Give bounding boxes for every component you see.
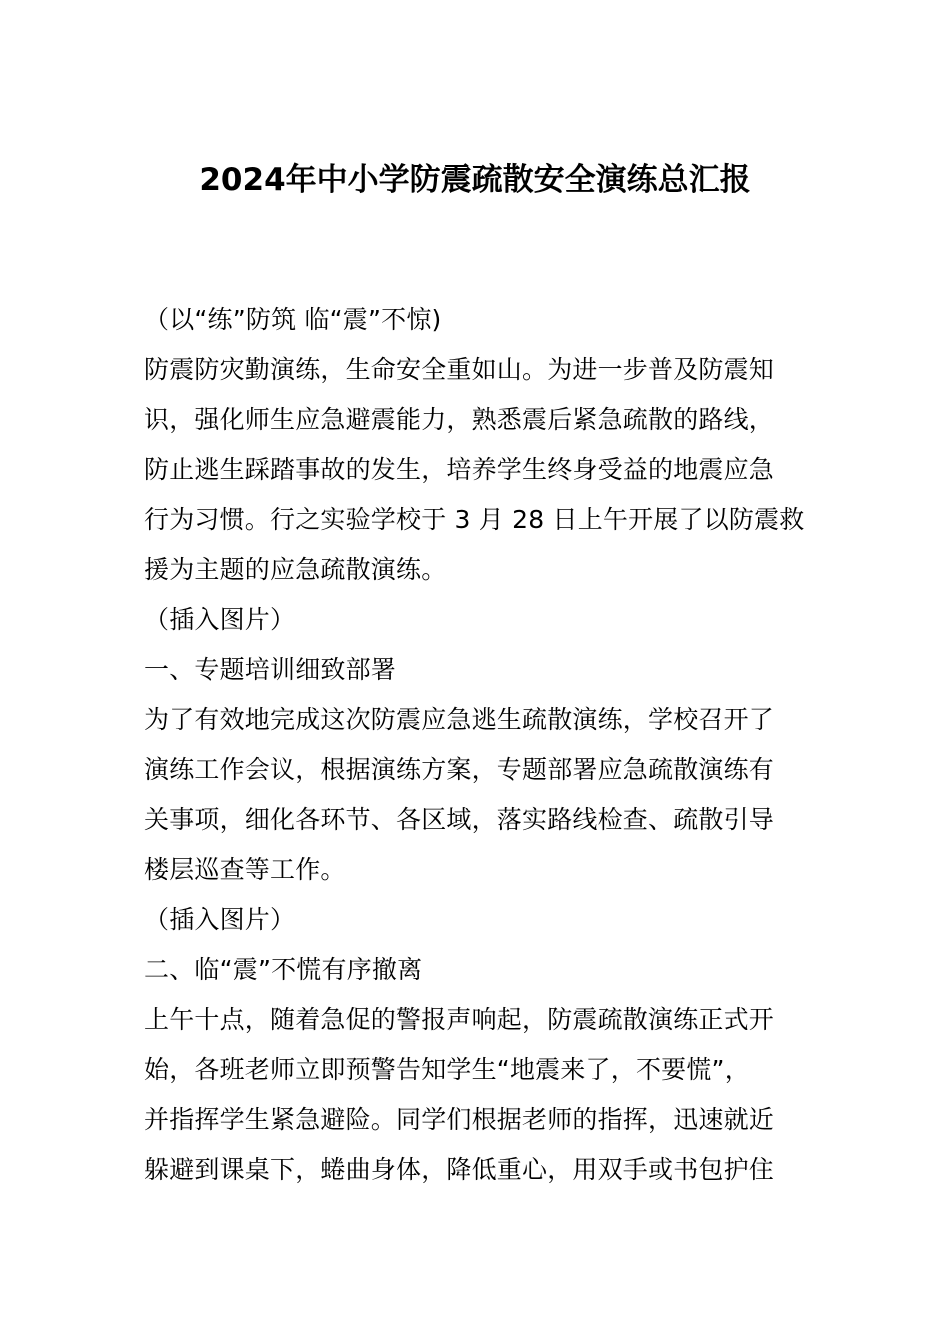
image-placeholder-text: （插入图片）: [144, 605, 296, 634]
paragraph-line: 援为主题的应急疏散演练。: [144, 555, 447, 584]
paragraph-line: 行为习惯。行之实验学校于 3 月 28 日上午开展了以防震救: [144, 505, 805, 534]
paragraph-line: 上午十点，随着急促的警报声响起，防震疏散演练正式开: [144, 1005, 775, 1034]
paragraph-line: 关事项，细化各环节、各区域，落实路线检查、疏散引导: [144, 805, 775, 834]
image-placeholder-text: （插入图片）: [144, 905, 296, 934]
paragraph-line: 为了有效地完成这次防震应急逃生疏散演练，学校召开了: [144, 705, 775, 734]
paragraph-line: 演练工作会议，根据演练方案，专题部署应急疏散演练有: [144, 755, 775, 784]
paragraph-line: 防震防灾勤演练，生命安全重如山。为进一步普及防震知: [144, 355, 775, 384]
paragraph-line: 防止逃生踩踏事故的发生，培养学生终身受益的地震应急: [144, 455, 775, 484]
paragraph-line: 识，强化师生应急避震能力，熟悉震后紧急疏散的路线，: [144, 405, 775, 434]
paragraph-line: 楼层巡查等工作。: [144, 855, 346, 884]
paragraph-line: 躲避到课桌下，蜷曲身体，降低重心，用双手或书包护住: [144, 1155, 775, 1184]
section-heading: 二、临“震”不慌有序撤离: [144, 955, 423, 984]
section-heading: 一、专题培训细致部署: [144, 655, 397, 684]
subtitle-line: （以“练”防筑 临“震”不惊): [144, 305, 442, 334]
paragraph-line: 并指挥学生紧急避险。同学们根据老师的指挥，迅速就近: [144, 1105, 775, 1134]
document-title: 2024年中小学防震疏散安全演练总汇报: [199, 162, 751, 198]
paragraph-line: 始，各班老师立即预警告知学生“地震来了，不要慌”，: [144, 1055, 750, 1084]
